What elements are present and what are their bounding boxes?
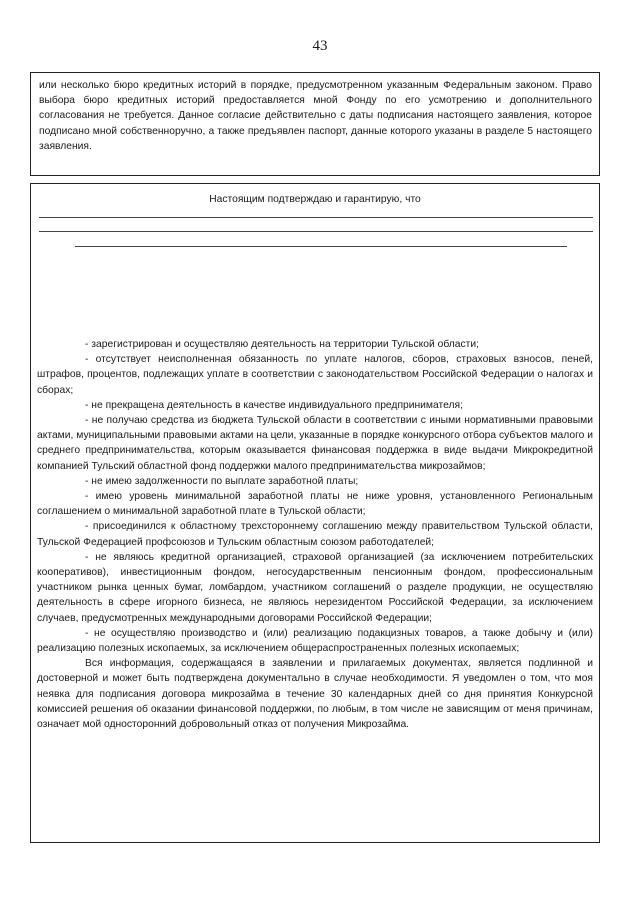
guarantee-item: - не прекращена деятельность в качестве индивидуального предпринимателя; [85,399,463,411]
guarantee-item: - отсутствует неисполненная обязанность по уплате налогов, сборов, страховых взносов, пеней, штрафов, процентов, подлежащих уплате в соответствии с законодательством Российской Федерации о налогах и сборах; [37,354,593,396]
guarantee-item: - не осуществляю производство и (или) реализацию подакцизных товаров, а также добычу и (или) реализацию полезных ископаемых, за исключением общераспространенных полезных ископаемых; [37,627,593,655]
consent-box [30,72,600,176]
blank-line-2 [39,231,593,232]
blank-line-1 [39,217,593,218]
consent-text: или несколько бюро кредитных историй в порядке, предусмотренном указанным Федеральным законом. Право выбора бюро кредитных историй предоставляется мной Фонду по его усмотрению и дополнительного согласования не требуется. Данное согласие действительно с даты подписания настоящего заявления, которое подписано мной собственноручно, а также предъявлен паспорт, данные которого указаны в разделе 5 настоящего заявления. [39,80,592,152]
guarantee-list [37,337,593,732]
blank-line-3 [75,246,567,247]
confirmation-box [30,183,600,843]
confirmation-title: Настоящим подтверждаю и гарантирую, что [209,194,421,205]
guarantee-item: - имею уровень минимальной заработной платы не ниже уровня, установленного Региональным соглашением о минимальной заработной плате в Тульской области; [37,491,593,518]
page-number: 43 [312,38,328,54]
guarantee-item: - зарегистрирован и осуществляю деятельность на территории Тульской области; [85,339,479,350]
final-statement: Вся информация, содержащаяся в заявлении и прилагаемых документах, является подлинной и достоверной и может быть подтверждена документально в случае необходимости. Я уведомлен о том, что моя неявка для подписания договора микрозайма в течение 30 календарных дней со дня принятия Конкурсной комиссией решения об оказании финансовой поддержки, по любым, в том числе не зависящим от меня причинам, означает мой односторонний добровольный отказ от получения Микрозайма. [37,658,593,731]
guarantee-item: - не имею задолженности по выплате заработной платы; [85,475,359,487]
guarantee-item: - не получаю средства из бюджета Тульской области в соответствии с иными нормативными правовыми актами, муниципальными правовыми актами на цели, указанные в порядке конкурсного отбора субъектов малого и среднего предпринимательства, которым оказывается финансовая поддержка в виде выдачи Микрокредитной компанией Тульский областной фонд поддержки малого предпринимательства микрозаймов; [37,415,593,472]
guarantee-item: - не являюсь кредитной организацией, страховой организацией (за исключением потребительских кооперативов), инвестиционным фондом, негосударственным пенсионным фондом, профессиональным участником рынка ценных бумаг, ломбардом, участником соглашений о разделе продукции, не осуществляю деятельность в сфере игорного бизнеса, не являюсь нерезидентом Российской Федерации, за исключением случаев, предусмотренных международными договорами Российской Федерации; [37,551,593,624]
guarantee-item: - присоединился к областному трехстороннему соглашению между правительством Тульской области, Тульской Федерацией профсоюзов и Тульским областным союзом работодателей; [37,521,593,548]
